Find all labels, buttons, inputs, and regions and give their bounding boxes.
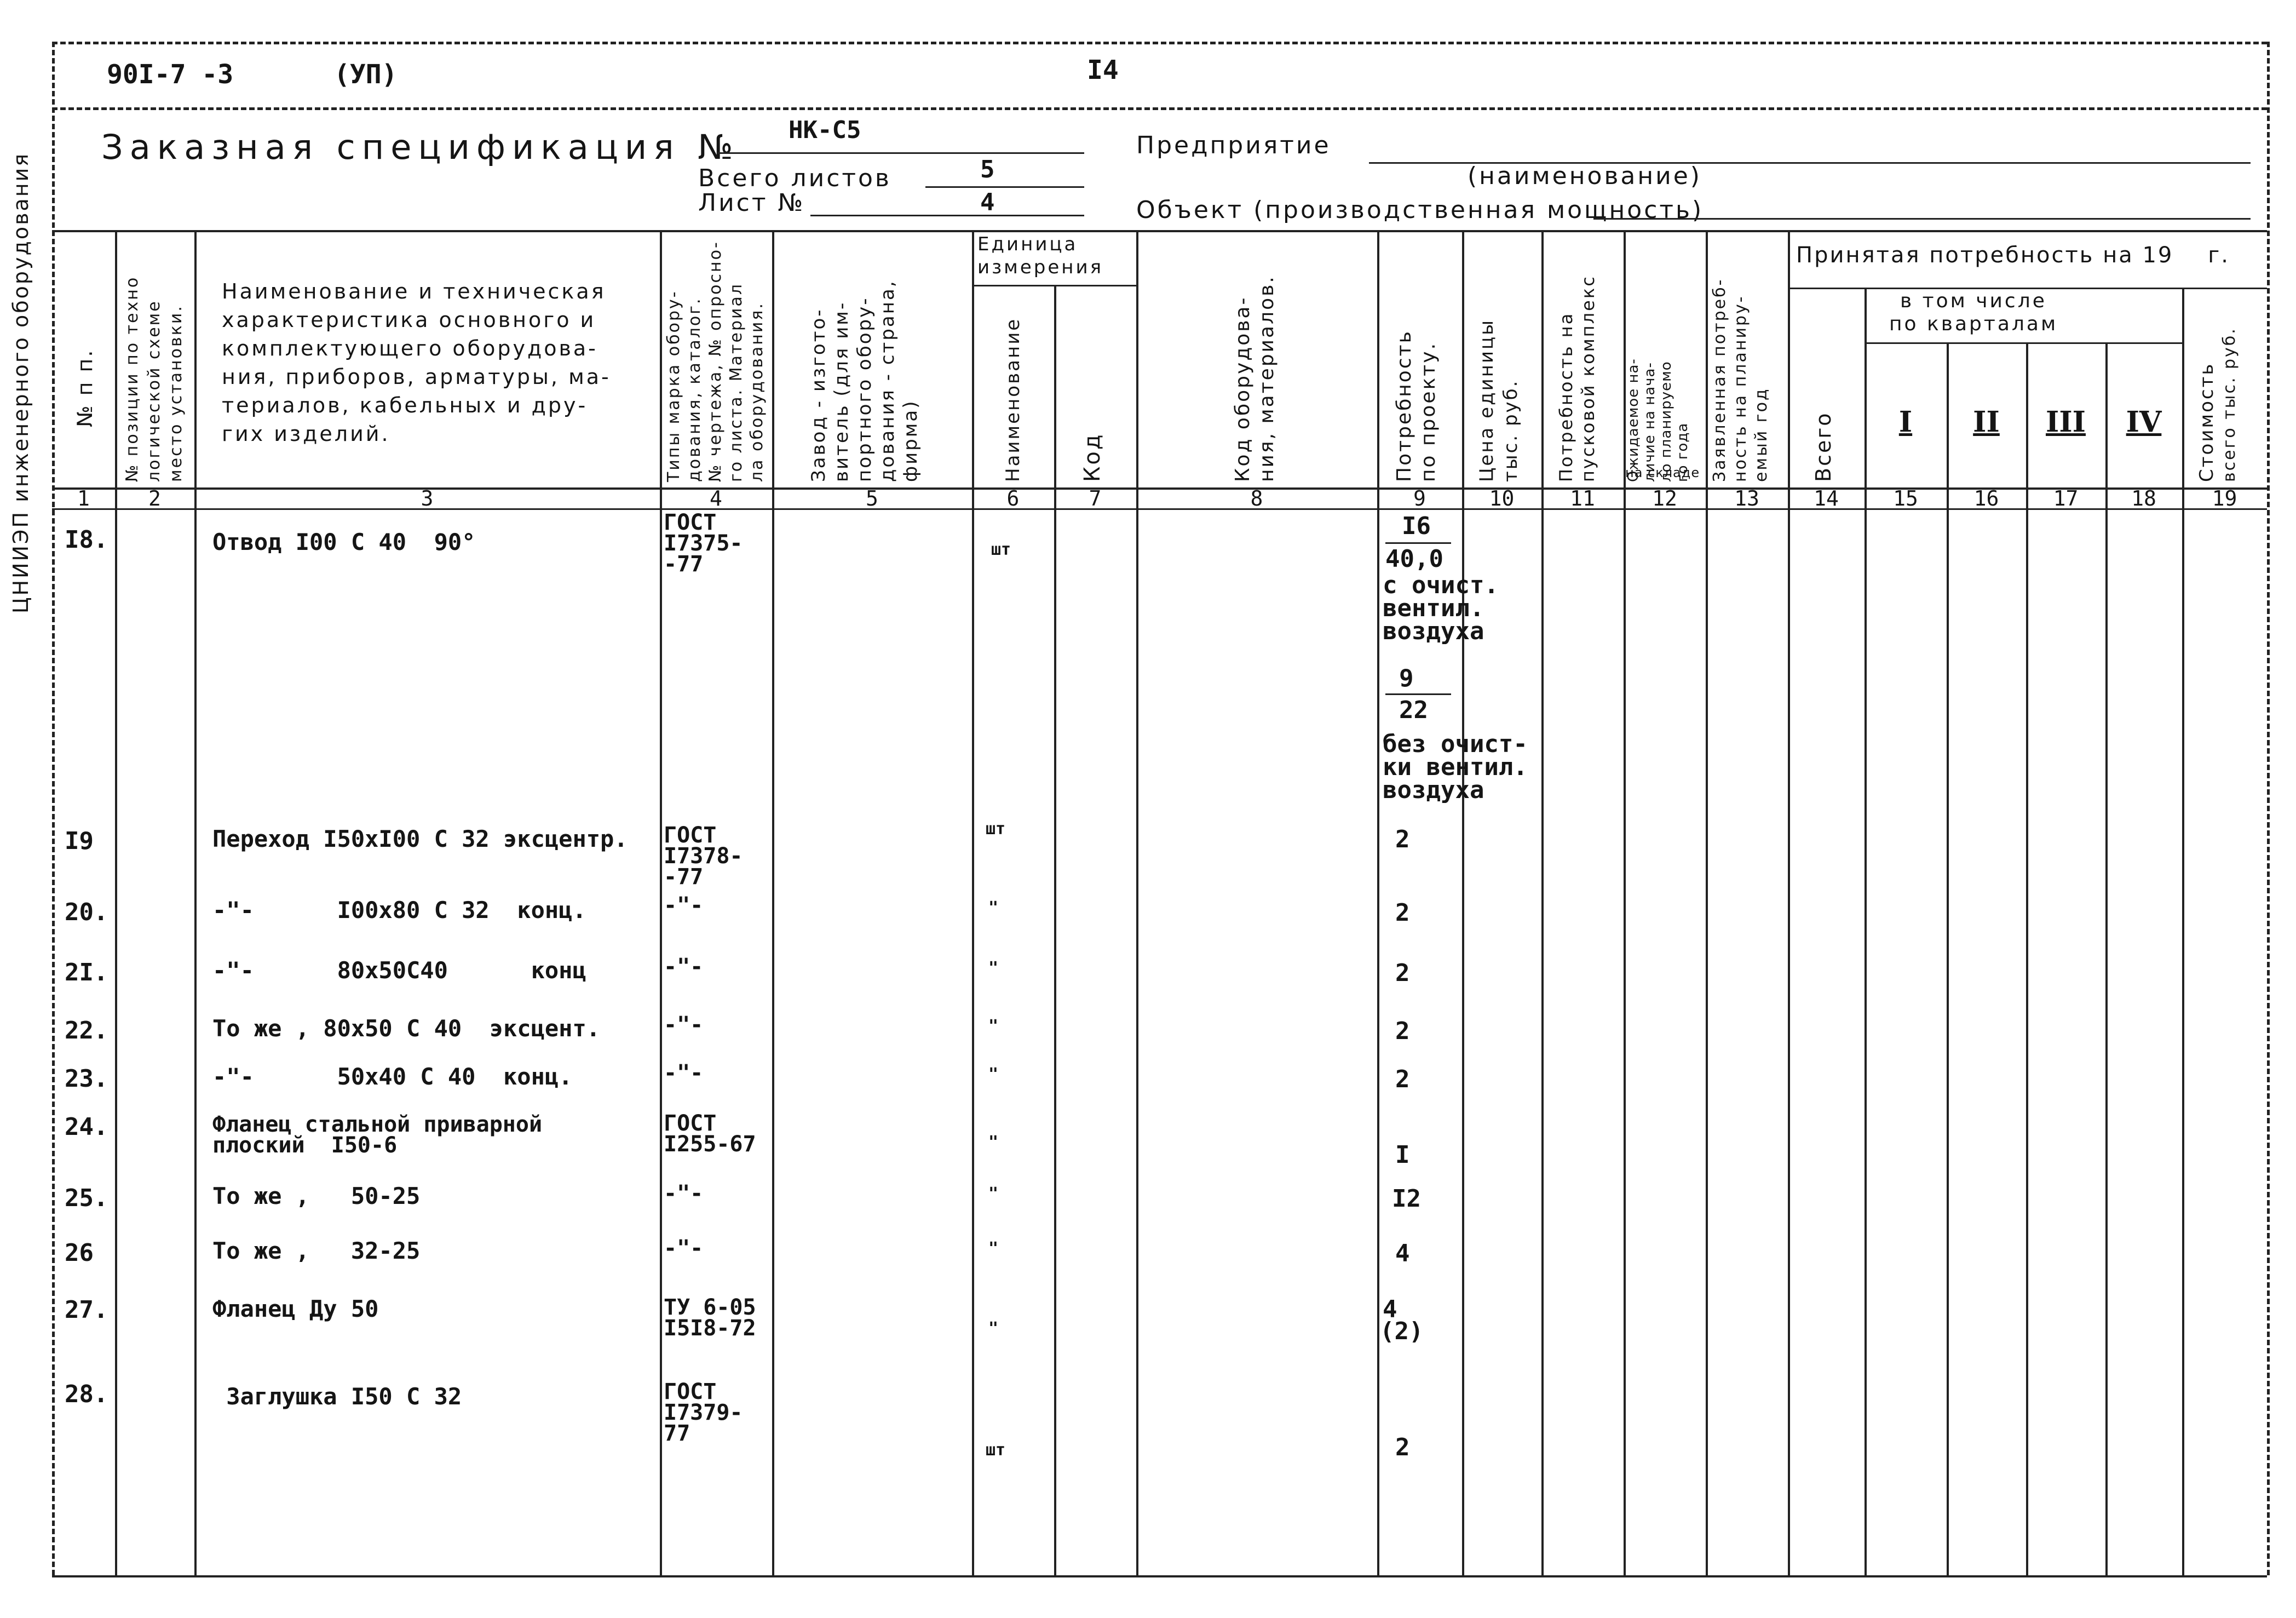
total-sheets-value: 5 <box>980 156 995 183</box>
sheet-value: 4 <box>980 188 995 216</box>
album-code: (УП) <box>334 59 398 90</box>
enterprise-caption: (наименование) <box>1468 162 1702 190</box>
col-1-header: № п п. <box>73 348 97 427</box>
enterprise-label: Предприятие <box>1136 131 1331 159</box>
total-sheets-label: Всего листов <box>698 164 891 192</box>
quarter-4-header: IV <box>2126 405 2162 439</box>
col-6-header: Наименование <box>1002 317 1024 482</box>
spec-number: НК-С5 <box>789 116 861 144</box>
col-14-header: Всего <box>1811 411 1835 482</box>
object-label: Объект (производственная мощность) <box>1136 196 1704 224</box>
doc-code: 90I-7 -3 <box>107 59 234 90</box>
page-number: I4 <box>1087 55 1119 85</box>
side-stamp: ЦНИИЭП инженерного оборудования <box>9 152 33 613</box>
accepted-need-header: Принятая потребность на 19 г. <box>1796 243 2230 268</box>
sheet-label: Лист № <box>698 189 805 217</box>
col-7-header: Код <box>1080 433 1105 482</box>
quarter-1-header: I <box>1898 405 1913 439</box>
quarter-2-header: II <box>1973 405 2000 439</box>
spec-title: Заказная спецификация № <box>101 127 740 167</box>
quarter-3-header: III <box>2046 405 2086 439</box>
